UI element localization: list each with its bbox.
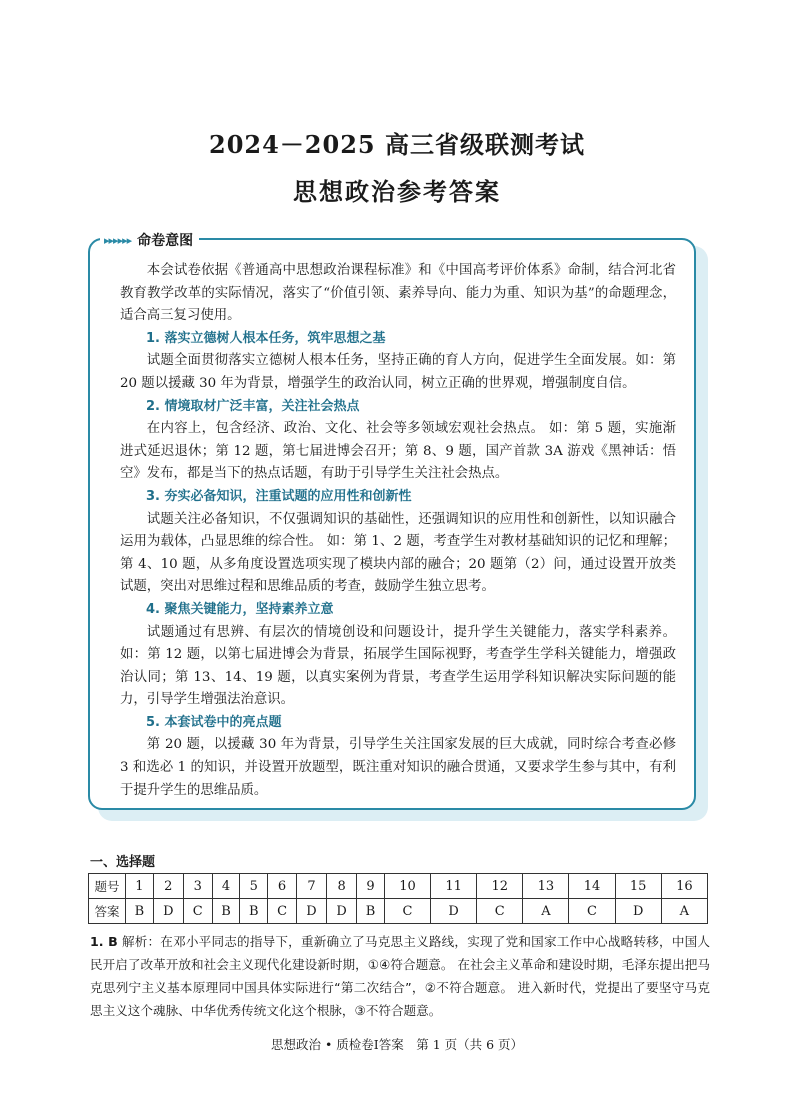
question-number: 11 xyxy=(431,874,477,899)
answer-cell: A xyxy=(661,899,707,924)
answer-cell: B xyxy=(212,899,240,924)
question-number: 13 xyxy=(523,874,569,899)
question-number: 10 xyxy=(384,874,430,899)
section-heading-4: 4. 聚焦关键能力，坚持素养立意 xyxy=(146,601,334,617)
section-text-4: 试题通过有思辨、有层次的情境创设和问题设计，提升学生关键能力，落实学科素养。 如：第 12 题，以第七届进博会为背景，拓展学生国际视野，考查学生学科关键能力，增强政治认同；第 13、14、19 题，以真实案例为背景，考查学生运用学科知识解决实际问题的能力，引导学生增强法治意识。 xyxy=(120,624,676,708)
question-number: 12 xyxy=(477,874,523,899)
question-number: 16 xyxy=(661,874,707,899)
answer-cell: C xyxy=(268,899,297,924)
answer-cell: D xyxy=(327,899,357,924)
explanation-paragraph xyxy=(90,930,710,1022)
question-number: 14 xyxy=(569,874,615,899)
section-text-1: 试题全面贯彻落实立德树人根本任务，坚持正确的育人方向，促进学生全面发展。如：第 20 题以援藏 30 年为背景，增强学生的政治认同，树立正确的世界观，增强制度自信。 xyxy=(120,353,676,391)
answer-cell: B xyxy=(126,899,154,924)
section-text-3: 试题关注必备知识，不仅强调知识的基础性，还强调知识的应用性和创新性，以知识融合运用为载体，凸显思维的综合性。 如：第 1、2 题，考查学生对教材基础知识的记忆和理解；第 4、10 题，从多角度设置选项实现了模块内部的融合；20 题第（2）问，通过设置开放类试题，突出对思维过程和思维品质的考查，鼓励学生独立思考。 xyxy=(120,511,676,595)
question-number: 15 xyxy=(615,874,661,899)
answer-cell: A xyxy=(523,899,569,924)
question-number: 2 xyxy=(153,874,183,899)
question-number: 5 xyxy=(240,874,268,899)
answer-cell: B xyxy=(240,899,268,924)
choice-section-title: 一、选择题 xyxy=(90,855,156,870)
answer-row xyxy=(89,899,708,924)
section-heading-5: 5. 本套试卷中的亮点题 xyxy=(146,714,282,730)
answer-cell: D xyxy=(431,899,477,924)
section-text-2: 在内容上，包含经济、政治、文化、社会等多领域宏观社会热点。 如：第 5 题，实施渐进式延迟退休；第 12 题，第七届进博会召开；第 8、9 题，国产首款 3A 游戏《黑神话：悟空》发布，都是当下的热点话题，有助于引导学生关注社会热点。 xyxy=(120,421,676,482)
section-heading-2: 2. 情境取材广泛丰富，关注社会热点 xyxy=(146,398,360,414)
question-number: 8 xyxy=(327,874,357,899)
page-title: 2024－2025 高三省级联测考试 xyxy=(209,130,585,159)
question-number: 7 xyxy=(296,874,326,899)
answer-cell: B xyxy=(357,899,385,924)
answer-cell: C xyxy=(183,899,212,924)
section-heading-3: 3. 夯实必备知识，注重试题的应用性和创新性 xyxy=(146,488,412,504)
intent-box-label xyxy=(100,230,199,250)
arrow-decoration-icon: ▸▸▸▸▸▸ xyxy=(104,233,132,247)
answer-cell: D xyxy=(615,899,661,924)
question-number: 4 xyxy=(212,874,240,899)
intent-content xyxy=(120,260,676,802)
answer-cell: D xyxy=(296,899,326,924)
answer-row-label: 答案 xyxy=(89,899,126,924)
page-footer: 思想政治 • 质检卷Ⅰ答案 第 1 页（共 6 页） xyxy=(270,1037,524,1052)
explanation-number: 1. B xyxy=(90,934,118,949)
answer-cell: C xyxy=(477,899,523,924)
question-number: 3 xyxy=(183,874,212,899)
answer-cell: C xyxy=(384,899,430,924)
question-row-label: 题号 xyxy=(89,874,126,899)
question-number: 1 xyxy=(126,874,154,899)
section-text-5: 第 20 题，以援藏 30 年为背景，引导学生关注国家发展的巨大成就，同时综合考查必修 3 和选必 1 的知识，并设置开放题型，既注重对知识的融合贯通，又要求学生参与其中，有利于提升学生的思维品质。 xyxy=(120,737,676,798)
answer-cell: C xyxy=(569,899,615,924)
answer-cell: D xyxy=(153,899,183,924)
intent-label-text: 命卷意图 xyxy=(137,233,194,249)
page-subtitle: 思想政治参考答案 xyxy=(293,177,501,206)
intent-intro: 本会试卷依据《普通高中思想政治课程标准》和《中国高考评价体系》命制，结合河北省教育教学改革的实际情况，落实了“价值引领、素养导向、能力为重、知识为基”的命题理念，适合高三复习使用。 xyxy=(120,263,676,324)
question-number: 6 xyxy=(268,874,297,899)
question-number: 9 xyxy=(357,874,385,899)
explanation-text: 解析：在邓小平同志的指导下，重新确立了马克思主义路线，实现了党和国家工作中心战略转移，中国人民开启了改革开放和社会主义现代化建设新时期，①④符合题意。 在社会主义革命和建设时期，毛泽东提出把马克思列宁主义基本原理同中国具体实际进行“第二次结合”，②不符合题意。 进入新时代，党提出了要坚守马克思主义这个魂脉、中华优秀传统文化这个根脉，③不符合题意。 xyxy=(90,934,711,1018)
section-heading-1: 1. 落实立德树人根本任务，筑牢思想之基 xyxy=(146,330,386,346)
question-row xyxy=(89,874,708,899)
answer-table xyxy=(88,873,708,924)
